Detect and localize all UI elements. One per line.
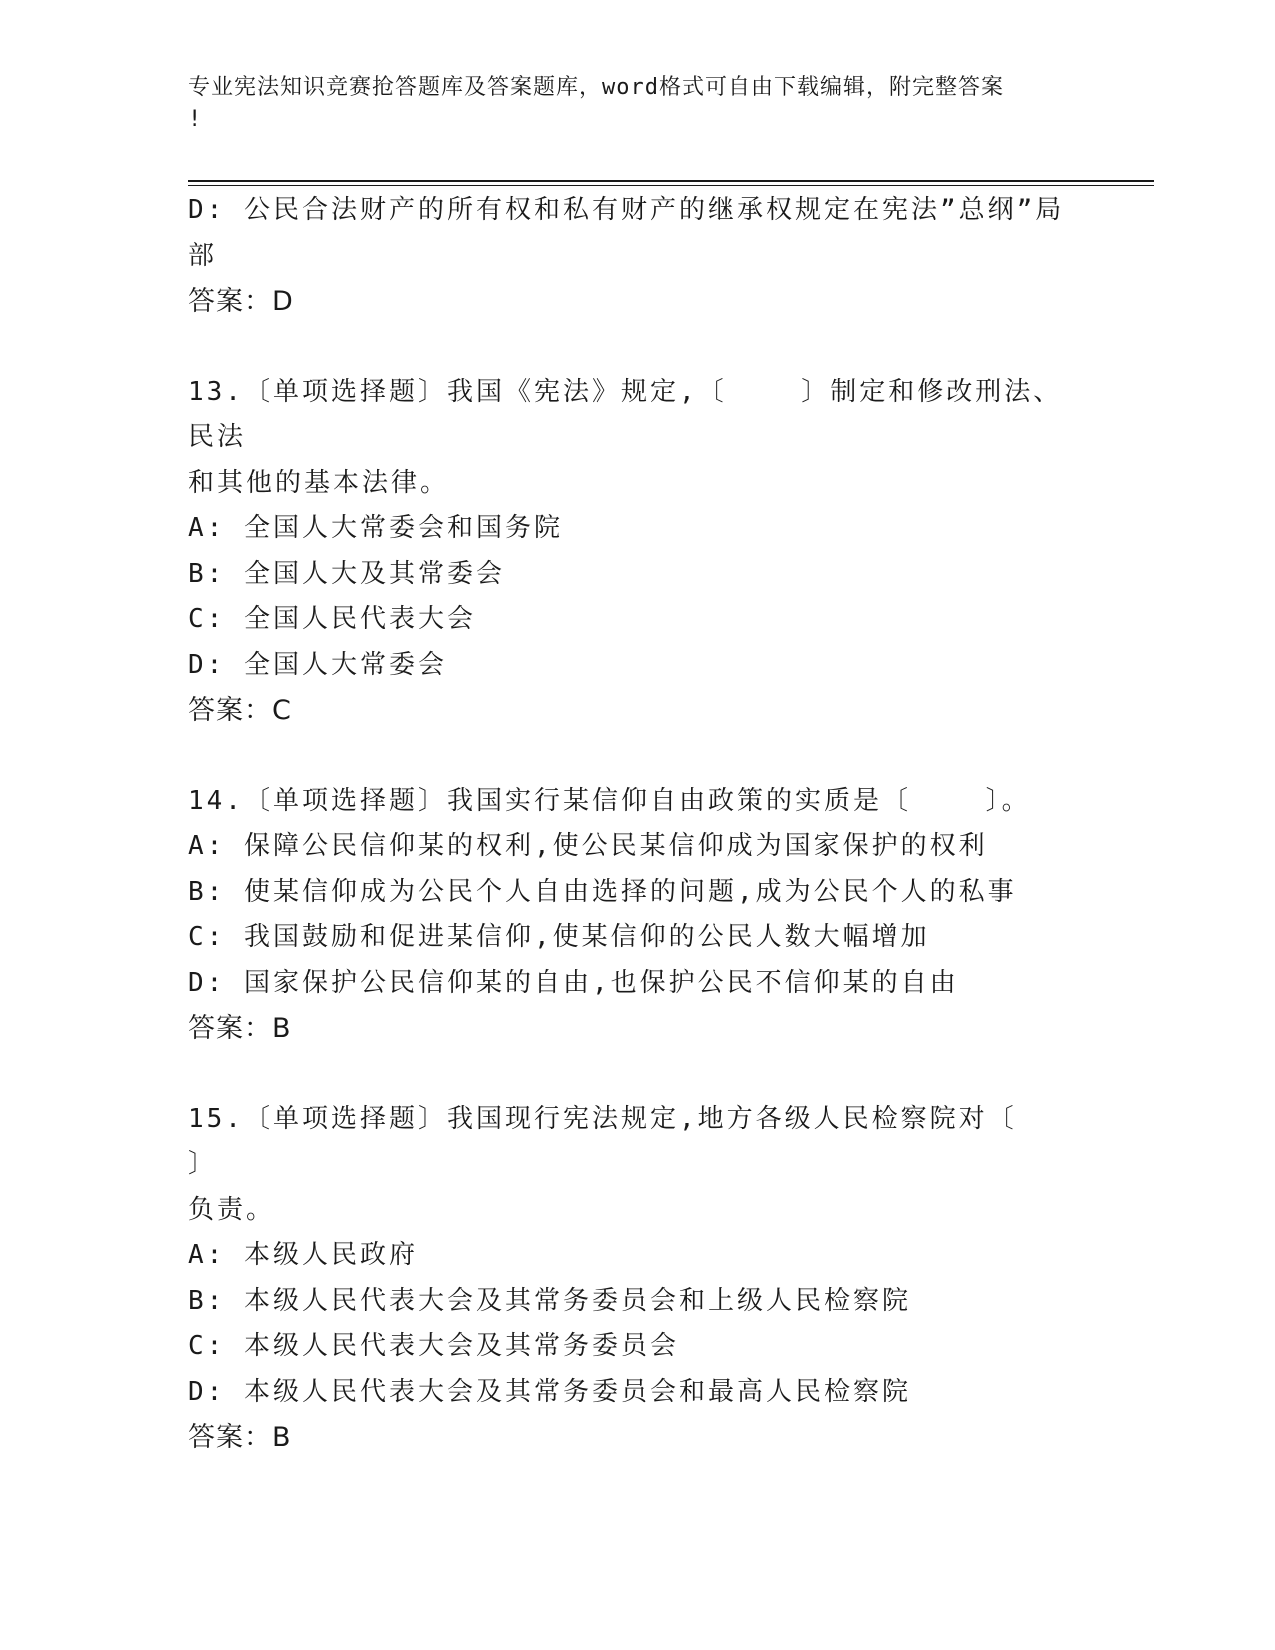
prev-question-tail <box>188 188 1088 325</box>
answer-line: 答案：B <box>188 1013 292 1044</box>
spacer <box>188 734 1088 779</box>
spacer <box>188 1052 1088 1097</box>
question-list <box>188 188 1092 1461</box>
option-d: D: 公民合法财产的所有权和私有财产的继承权规定在宪法”总纲”局 <box>188 195 1065 225</box>
question-stem-continued: 负责。 <box>188 1194 276 1225</box>
page-header <box>188 72 1068 136</box>
option-d-continued: 部 <box>188 240 218 271</box>
option-b: B: 本级人民代表大会及其常务委员会和上级人民检察院 <box>188 1285 911 1316</box>
option-a: A: 保障公民信仰某的权利,使公民某信仰成为国家保护的权利 <box>188 831 988 861</box>
question-14 <box>188 779 1088 1052</box>
option-b: B: 全国人大及其常委会 <box>188 558 505 589</box>
option-a: A: 全国人大常委会和国务院 <box>188 513 563 543</box>
option-c: C: 本级人民代表大会及其常务委员会 <box>188 1331 679 1361</box>
spacer <box>188 325 1088 370</box>
question-stem: 15.〔单项选择题〕我国现行宪法规定,地方各级人民检察院对〔 〕 <box>188 1103 1092 1179</box>
answer-line: 答案：B <box>188 1422 292 1453</box>
header-divider <box>188 180 1154 186</box>
option-b: B: 使某信仰成为公民个人自由选择的问题,成为公民个人的私事 <box>188 876 1017 907</box>
option-c: C: 全国人民代表大会 <box>188 604 476 634</box>
question-stem: 14.〔单项选择题〕我国实行某信仰自由政策的实质是〔 〕。 <box>188 785 1031 816</box>
question-stem-continued: 和其他的基本法律。 <box>188 467 450 498</box>
question-13 <box>188 370 1088 734</box>
option-a: A: 本级人民政府 <box>188 1240 418 1270</box>
option-d: D: 全国人大常委会 <box>188 649 447 680</box>
option-c: C: 我国鼓励和促进某信仰,使某信仰的公民人数大幅增加 <box>188 922 930 952</box>
option-d: D: 国家保护公民信仰某的自由,也保护公民不信仰某的自由 <box>188 967 959 998</box>
question-stem: 13.〔单项选择题〕我国《宪法》规定,〔 〕制定和修改刑法、民法 <box>188 376 1063 452</box>
option-d: D: 本级人民代表大会及其常务委员会和最高人民检察院 <box>188 1376 911 1407</box>
question-15 <box>188 1097 1092 1461</box>
answer-line: 答案：C <box>188 695 292 726</box>
answer-line: 答案：D <box>188 286 294 317</box>
header-title-line-2: ! <box>188 107 203 132</box>
header-title-line-1: 专业宪法知识竞赛抢答题库及答案题库，word格式可自由下载编辑，附完整答案 <box>188 75 1004 100</box>
